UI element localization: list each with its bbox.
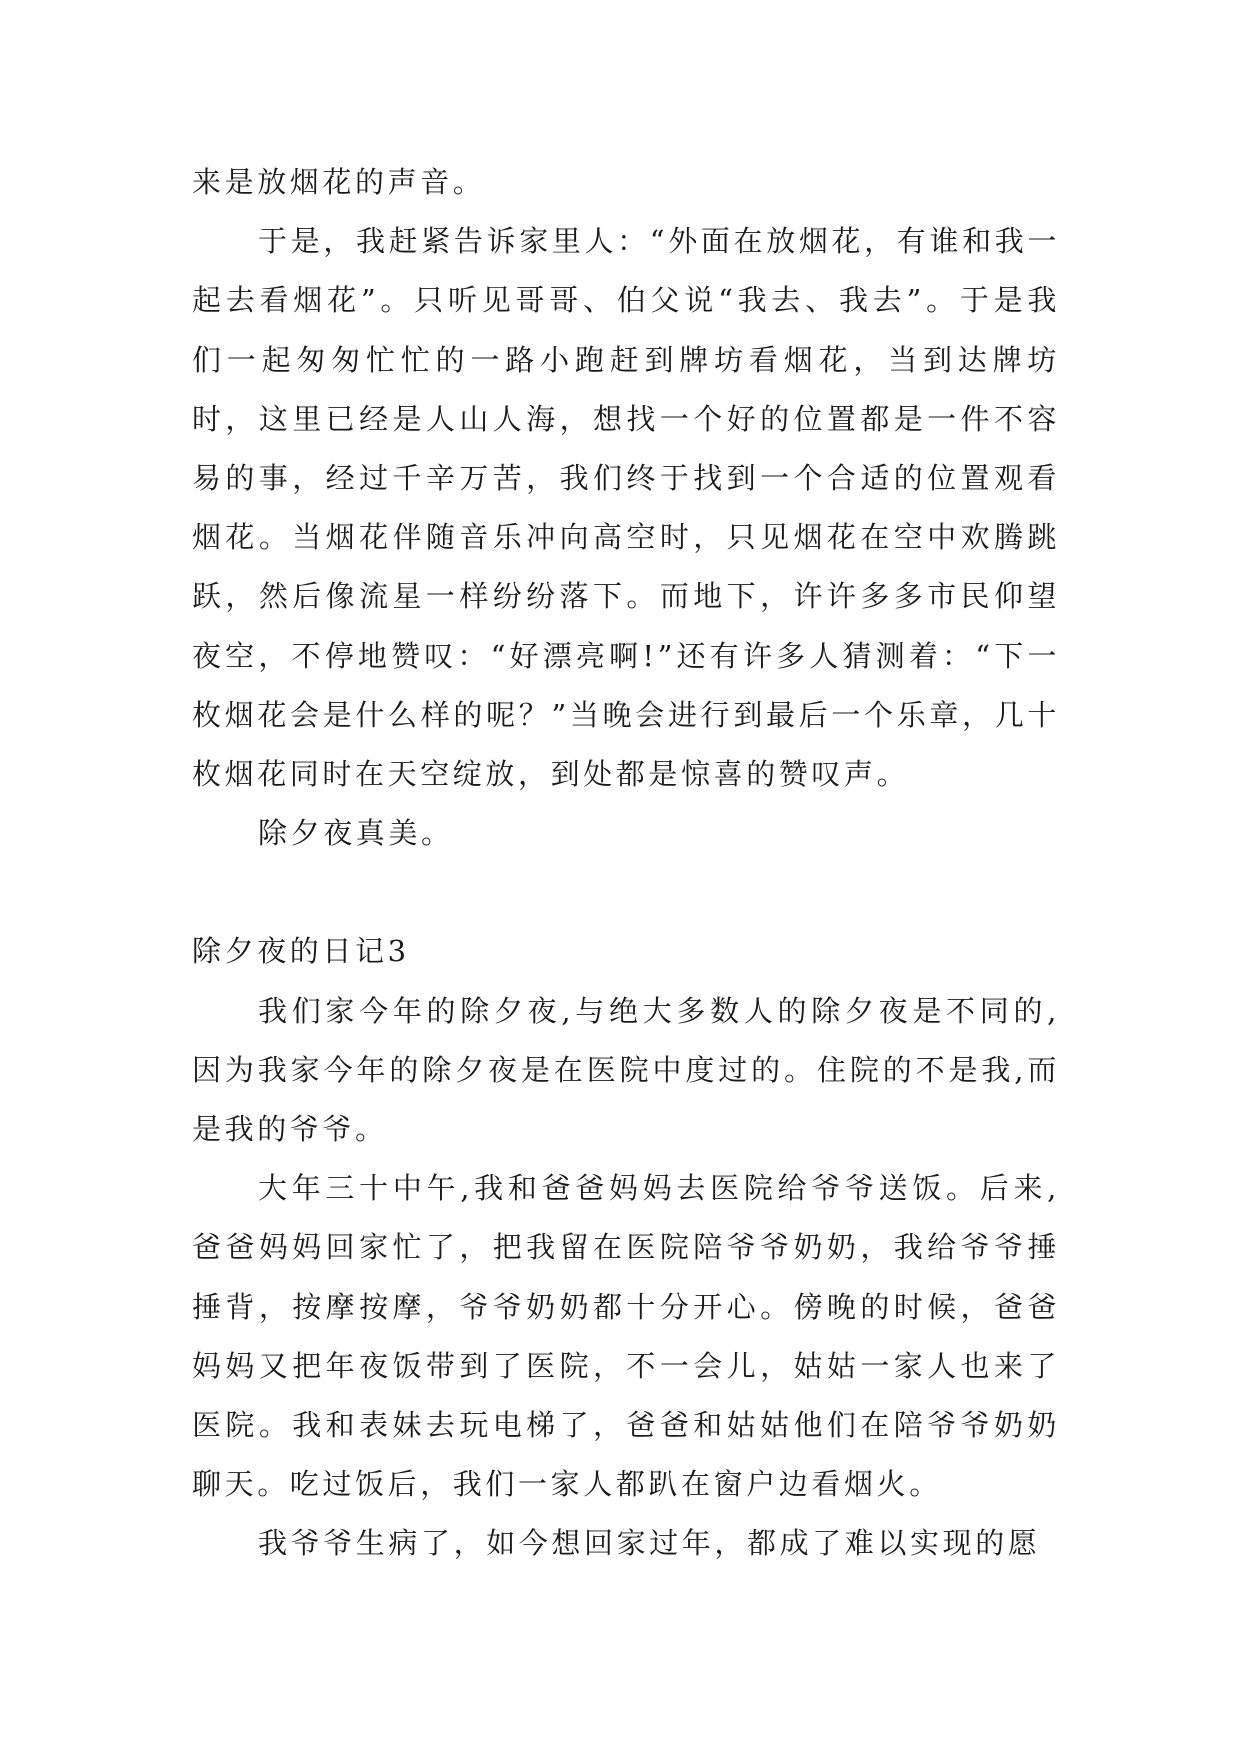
paragraph-grandfather: 我爷爷生病了，如今想回家过年，都成了难以实现的愿 [258,1526,1041,1561]
paragraph-continuation: 来是放烟花的声音。 [192,165,486,199]
paragraph-new-year-noon: 大年三十中午,我和爸爸妈妈去医院给爷爷送饭。后来,爸爸妈妈回家忙了，把我留在医院陪爷爷奶奶，我给爷爷捶捶背，按摩按摩，爷爷奶奶都十分开心。傍晚的时候，爸爸妈妈又把年夜饭带到了医院，不一会儿，姑姑一家人也来了医院。我和表妹去玩电梯了，爸爸和姑姑他们在陪爷爷奶奶聊天。吃过饭后，我们一家人都趴在窗户边看烟火。 [192,1171,1060,1502]
paragraph-conclusion: 除夕夜真美。 [258,816,454,851]
section-spacer [192,863,1060,922]
section-title: 除夕夜的日记3 [192,934,410,969]
paragraph-fireworks: 于是，我赶紧告诉家里人：“外面在放烟花，有谁和我一起去看烟花”。只听见哥哥、伯父说“我去、我去”。于是我们一起匆匆忙忙的一路小跑赶到牌坊看烟花，当到达牌坊时，这里已经是人山人海，想找一个好的位置都是一件不容易的事，经过千辛万苦，我们终于找到一个合适的位置观看烟花。当烟花伴随音乐冲向高空时，只见烟花在空中欢腾跳跃，然后像流星一样纷纷落下。而地下，许许多多市民仰望夜空，不停地赞叹：“好漂亮啊!”还有许多人猜测着：“下一枚烟花会是什么样的呢？”当晚会进行到最后一个乐章，几十枚烟花同时在天空绽放，到处都是惊喜的赞叹声。 [192,224,1060,792]
paragraph-hospital: 我们家今年的除夕夜,与绝大多数人的除夕夜是不同的,因为我家今年的除夕夜是在医院中度过的。住院的不是我,而是我的爷爷。 [192,993,1060,1147]
document-body [192,153,1060,1574]
